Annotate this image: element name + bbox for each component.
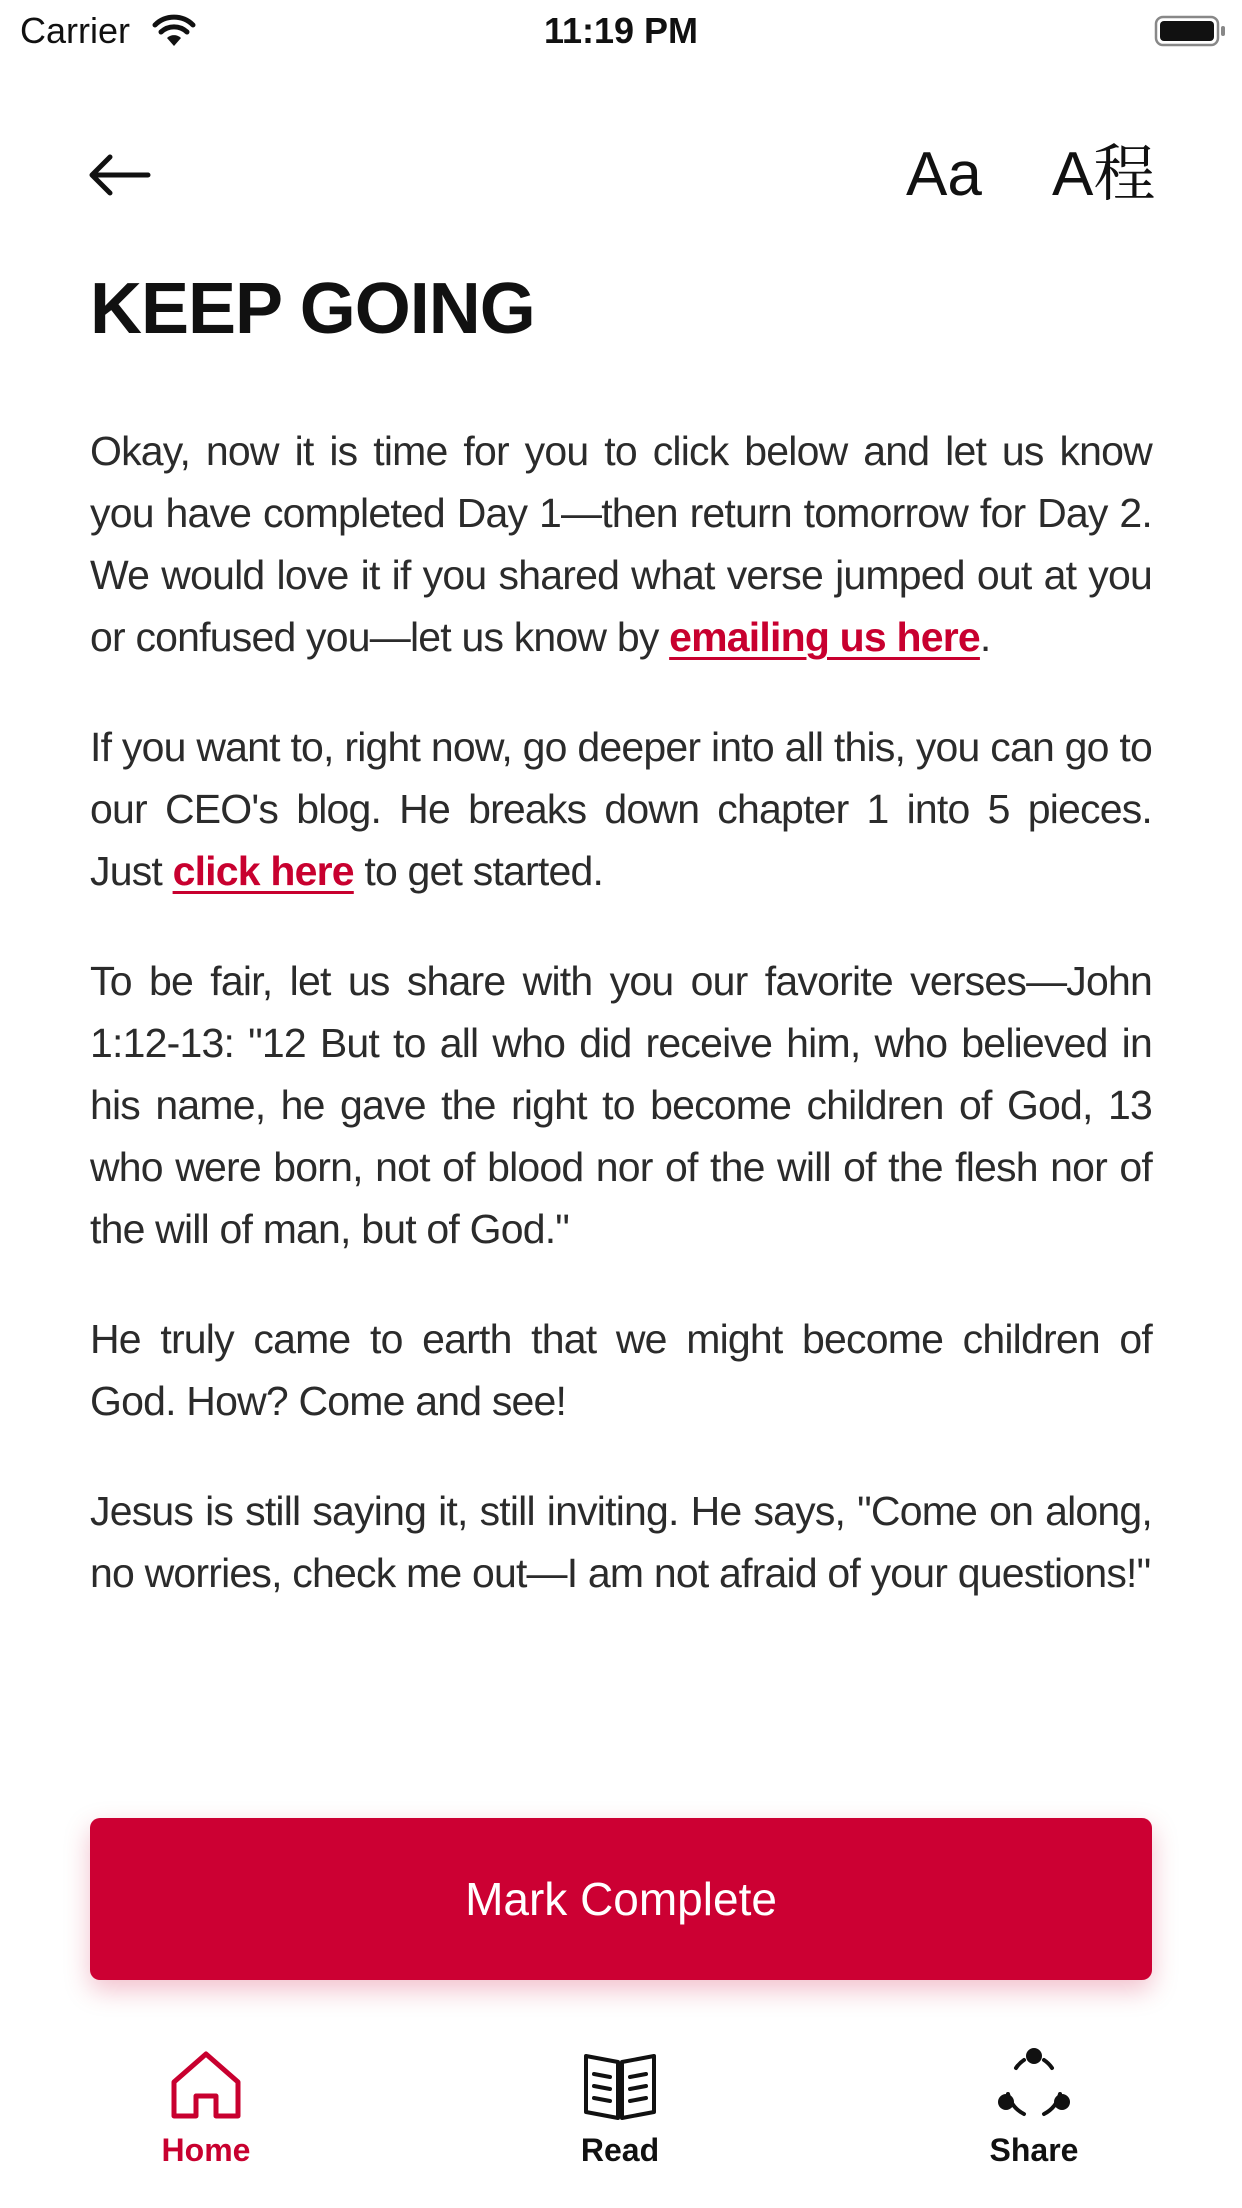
translate-button[interactable]: A程 xyxy=(1052,140,1156,209)
mark-complete-button[interactable]: Mark Complete xyxy=(90,1818,1152,1980)
paragraph-4: He truly came to earth that we might become children of God. How? Come and see! xyxy=(90,1316,1152,1424)
paragraph-1 xyxy=(90,420,1152,668)
paragraph-2-end: to get started. xyxy=(353,848,604,894)
tab-read-label: Read xyxy=(580,2132,660,2168)
paragraph-1-text: Okay, now it is time for you to click below and let us know you have completed Day 1—then return tomorrow for Day 2. We would love it if you shared what verse jumped out at you or confused you—let us know by xyxy=(90,428,1152,660)
page-title: KEEP GOING xyxy=(90,269,535,349)
article-body xyxy=(90,420,1152,1652)
tab-share-label: Share xyxy=(989,2132,1079,2168)
paragraph-5: Jesus is still saying it, still inviting. He says, "Come on along, no worries, check me out—I am not afraid of your questions!" xyxy=(90,1488,1152,1596)
paragraph-1-end: . xyxy=(979,614,991,660)
tab-share[interactable] xyxy=(914,2030,1154,2208)
battery-icon xyxy=(1154,14,1228,48)
tab-read[interactable] xyxy=(500,2030,740,2208)
arrow-left-icon xyxy=(86,146,152,204)
carrier-label: Carrier xyxy=(20,10,131,51)
email-link[interactable]: emailing us here xyxy=(669,614,980,660)
font-size-button[interactable]: Aa xyxy=(906,140,982,209)
tab-bar xyxy=(0,2030,1242,2208)
status-time: 11:19 PM xyxy=(543,10,699,51)
tab-home[interactable] xyxy=(86,2030,326,2208)
back-button[interactable] xyxy=(86,146,152,204)
tab-home-label: Home xyxy=(161,2132,251,2168)
paragraph-3: To be fair, let us share with you our favorite verses—John 1:12-13: "12 But to all who did receive him, who believed in his name, he gave the right to become children of God, 13 who were born, not of blood nor of the will of the flesh nor of the will of man, but of God." xyxy=(90,958,1152,1252)
paragraph-2-text: If you want to, right now, go deeper into all this, you can go to our CEO's blog. He breaks down chapter 1 into 5 pieces. Just xyxy=(90,724,1152,894)
share-nodes-icon xyxy=(994,2044,1074,2124)
paragraph-2 xyxy=(90,716,1152,902)
status-bar xyxy=(0,0,1242,62)
home-icon xyxy=(166,2044,246,2124)
open-book-icon xyxy=(580,2044,660,2124)
blog-link[interactable]: click here xyxy=(172,848,354,894)
